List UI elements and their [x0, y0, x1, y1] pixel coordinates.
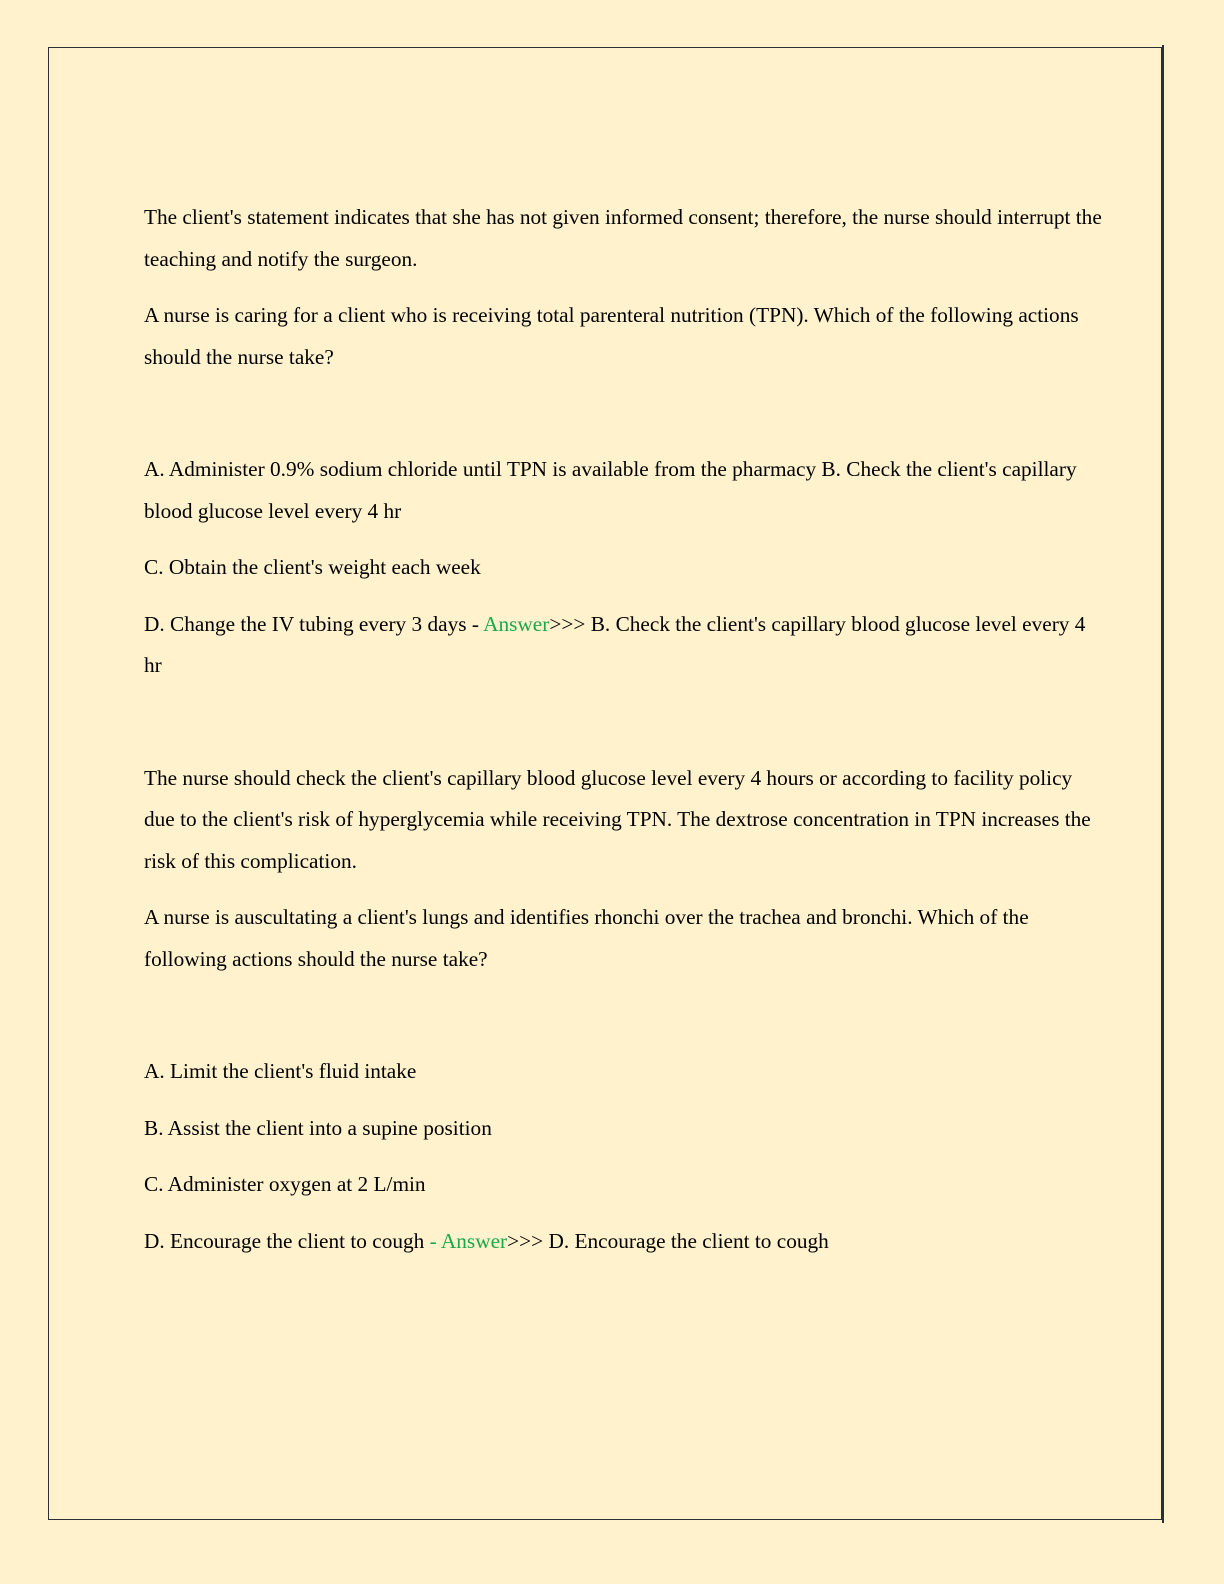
- tpn-option-d-text: D. Change the IV tubing every 3 days -: [144, 611, 484, 636]
- rhonchi-answer-text: >>> D. Encourage the client to cough: [507, 1228, 829, 1253]
- spacer: [144, 995, 1104, 1051]
- rhonchi-option-b: B. Assist the client into a supine position: [144, 1115, 492, 1140]
- rhonchi-option-a: A. Limit the client's fluid intake: [144, 1059, 417, 1083]
- rhonchi-option-d: [144, 1221, 1104, 1263]
- question-tpn: A nurse is caring for a client who is receiving total parenteral nutrition (TPN). Which of the following actions should the nurse take?: [144, 303, 1079, 369]
- question-rhonchi: A nurse is auscultating a client's lungs and identifies rhonchi over the trachea and bronchi. Which of the following actions should the nurse take?: [144, 905, 1029, 971]
- rhonchi-option-c: C. Administer oxygen at 2 L/min: [144, 1172, 426, 1196]
- tpn-option-d: [144, 604, 1104, 687]
- rhonchi-answer-label: - Answer: [429, 1228, 508, 1253]
- rationale-tpn: The nurse should check the client's capillary blood glucose level every 4 hours or according to facility policy due to the client's risk of hyperglycemia while receiving TPN. The dextrose concentration in TPN increases the risk of this complication.: [144, 765, 1091, 873]
- tpn-option-a: A. Administer 0.9% sodium chloride until TPN is available from the pharmacy B. Check the client's capillary blood glucose level every 4 hr: [144, 457, 1077, 523]
- tpn-answer-label: Answer: [483, 611, 550, 636]
- spacer: [144, 702, 1104, 758]
- tpn-option-c: C. Obtain the client's weight each week: [144, 555, 481, 579]
- rationale-consent: The client's statement indicates that she has not given informed consent; therefore, the nurse should interrupt the teaching and notify the surgeon.: [144, 205, 1102, 271]
- rhonchi-option-d-text: D. Encourage the client to cough: [144, 1228, 430, 1253]
- spacer: [144, 393, 1104, 449]
- document-body: [144, 197, 1104, 1277]
- tpn-answer-text: >>> B. Check the client's capillary blood glucose level every 4 hr: [144, 611, 1086, 677]
- page-frame-edge: [1162, 45, 1164, 1523]
